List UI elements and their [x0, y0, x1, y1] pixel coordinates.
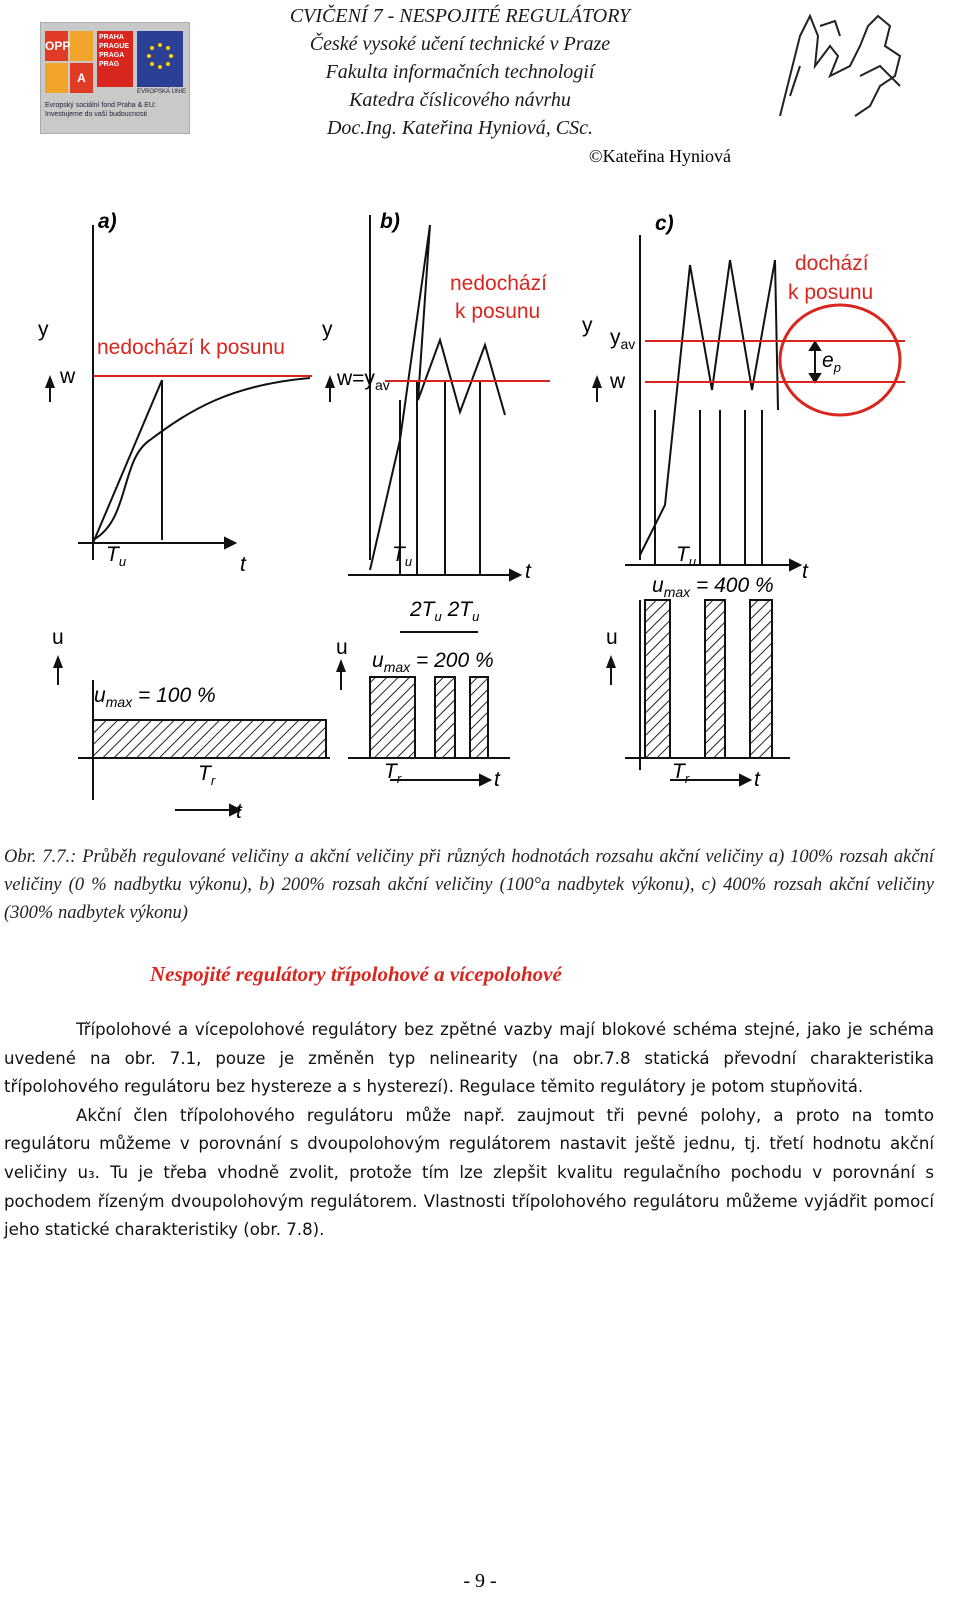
- eu-flag-icon: [137, 31, 183, 87]
- umax-label-b: $u_{max} = 200$ %: [372, 649, 494, 676]
- arrow-up-icon: [45, 375, 55, 388]
- panel-label-b: b): [380, 210, 400, 233]
- praha-logo: PRAHA PRAGUE PRAGA PRAG: [97, 31, 133, 87]
- action-bar-c3: [750, 600, 772, 758]
- tr-label-a: $T_r$: [198, 762, 216, 789]
- action-bar-c1: [645, 600, 670, 758]
- action-bar-c2: [705, 600, 725, 758]
- axis-label-w-a: w: [60, 365, 76, 388]
- header-line-university: České vysoké učení technické v Praze: [309, 33, 611, 55]
- tu-label-c: $T_u$: [676, 543, 697, 570]
- ep-label: $e_p$: [822, 349, 841, 376]
- time-label-a: t: [240, 553, 246, 576]
- axis-label-y-c: y: [582, 314, 593, 337]
- header-line-author: Doc.Ing. Kateřina Hyniová, CSc.: [326, 117, 594, 139]
- action-bar-b3: [470, 677, 488, 758]
- annotation-b-line2: k posunu: [455, 300, 541, 323]
- axis-label-y-a: y: [38, 318, 49, 341]
- annotation-c-line1: dochází: [795, 252, 869, 275]
- panel-label-a: a): [98, 210, 117, 233]
- paragraph: Akční člen třípolohového regulátoru může např. zaujmout tři pevné polohy, a proto na tomto regulátoru můžeme v porovnání s dvoupolohovým regulátorem nastavit ještě jednu, tj. třetí hodnotu akční veličiny u₃. Tu je třeba vhodně zvolit, protože tím lze zlepšit kvalitu regulačního pochodu v porovnání s pochodem řízeným dvoupolohovým regulátorem. Vlastnosti třípolohového regulátoru můžeme vyjádřit pomocí jeho statické charakteristiky (obr. 7.8).: [4, 1105, 934, 1240]
- axis-label-yav-c: $y_{av}$: [610, 326, 636, 353]
- arrow-up-icon: [606, 655, 616, 668]
- annotation-b-line1: nedochází: [450, 272, 547, 295]
- time-label-a2: t: [236, 800, 242, 823]
- arrow-up-icon: [592, 375, 602, 388]
- axis-label-w-c: w: [610, 370, 626, 393]
- annotation-a: nedochází k posunu: [97, 336, 285, 359]
- ctu-lion-logo: [760, 6, 910, 124]
- tu-label-a: $T_u$: [106, 543, 127, 570]
- arrow-up-icon: [325, 375, 335, 388]
- time-label-b: t: [525, 560, 531, 583]
- umax-label-a: $u_{max} = 100$ %: [94, 684, 216, 711]
- opp-logo: OPP A: [45, 31, 93, 95]
- arrow-up-icon: [336, 659, 346, 672]
- tr-label-c: $T_r$: [672, 760, 690, 787]
- axis-label-w-b: $w=y_{av}$: [337, 367, 390, 394]
- time-label-c2: t: [754, 768, 760, 791]
- umax-label-c: $u_{max} = 400$ %: [652, 574, 774, 601]
- eu-label: EVROPSKÁ UNIE: [137, 89, 187, 95]
- time-label-c: t: [802, 560, 808, 583]
- time-label-b2: t: [494, 768, 500, 791]
- tr-label-b: $T_r$: [384, 760, 402, 787]
- copyright: ©Kateřina Hyniová: [588, 146, 732, 166]
- opp-praha-eu-logo: [40, 22, 190, 134]
- axis-label-y-b: y: [322, 318, 333, 341]
- header-line-faculty: Fakulta informačních technologií: [325, 61, 595, 83]
- action-bar-a: [93, 720, 326, 758]
- tu-label-b: $T_u$: [392, 543, 413, 570]
- section-title: Nespojité regulátory třípolohové a vícepolohové: [150, 962, 562, 986]
- header-line-course: CVIČENÍ 7 - NESPOJITÉ REGULÁTORY: [289, 5, 631, 27]
- esf-text: Evropský sociální fond Praha & EU: Investujeme do vaší budoucnosti: [45, 102, 156, 118]
- paragraph: Třípolohové a vícepolohové regulátory bez zpětné vazby mají blokové schéma stejné, jako je schéma uvedené na obr. 7.1, pouze je změněn typ nelinearity (na obr.7.8 statická převodní charakteristika třípolohového regulátoru bez hystereze a s hysterezí). Regulace těmito regulátory je potom stupňovitá.: [4, 1020, 934, 1097]
- body-text: [4, 1016, 934, 1245]
- page-number: - 9 -: [463, 1570, 497, 1592]
- axis-label-u-a: u: [52, 626, 64, 649]
- header-block: [230, 2, 690, 142]
- action-bar-b2: [435, 677, 455, 758]
- arrow-up-icon: [53, 655, 63, 668]
- panel-label-c: c): [655, 212, 674, 235]
- two-tu-label: $2T_u$ $2T_u$: [410, 598, 480, 625]
- axis-label-u-c: u: [606, 626, 618, 649]
- annotation-c-line2: k posunu: [788, 281, 874, 304]
- axis-label-u-b: u: [336, 636, 348, 659]
- header-line-department: Katedra číslicového návrhu: [349, 89, 571, 111]
- figure-caption: Obr. 7.7.: Průběh regulované veličiny a akční veličiny při různých hodnotách rozsahu akční veličiny a) 100% rozsah akční veličiny (0 % nadbytku výkonu), b) 200% rozsah akční veličiny (100°a nadbytek výkonu), c) 400% rozsah akční veličiny (300% nadbytek výkonu): [4, 847, 934, 923]
- action-bar-b1: [370, 677, 415, 758]
